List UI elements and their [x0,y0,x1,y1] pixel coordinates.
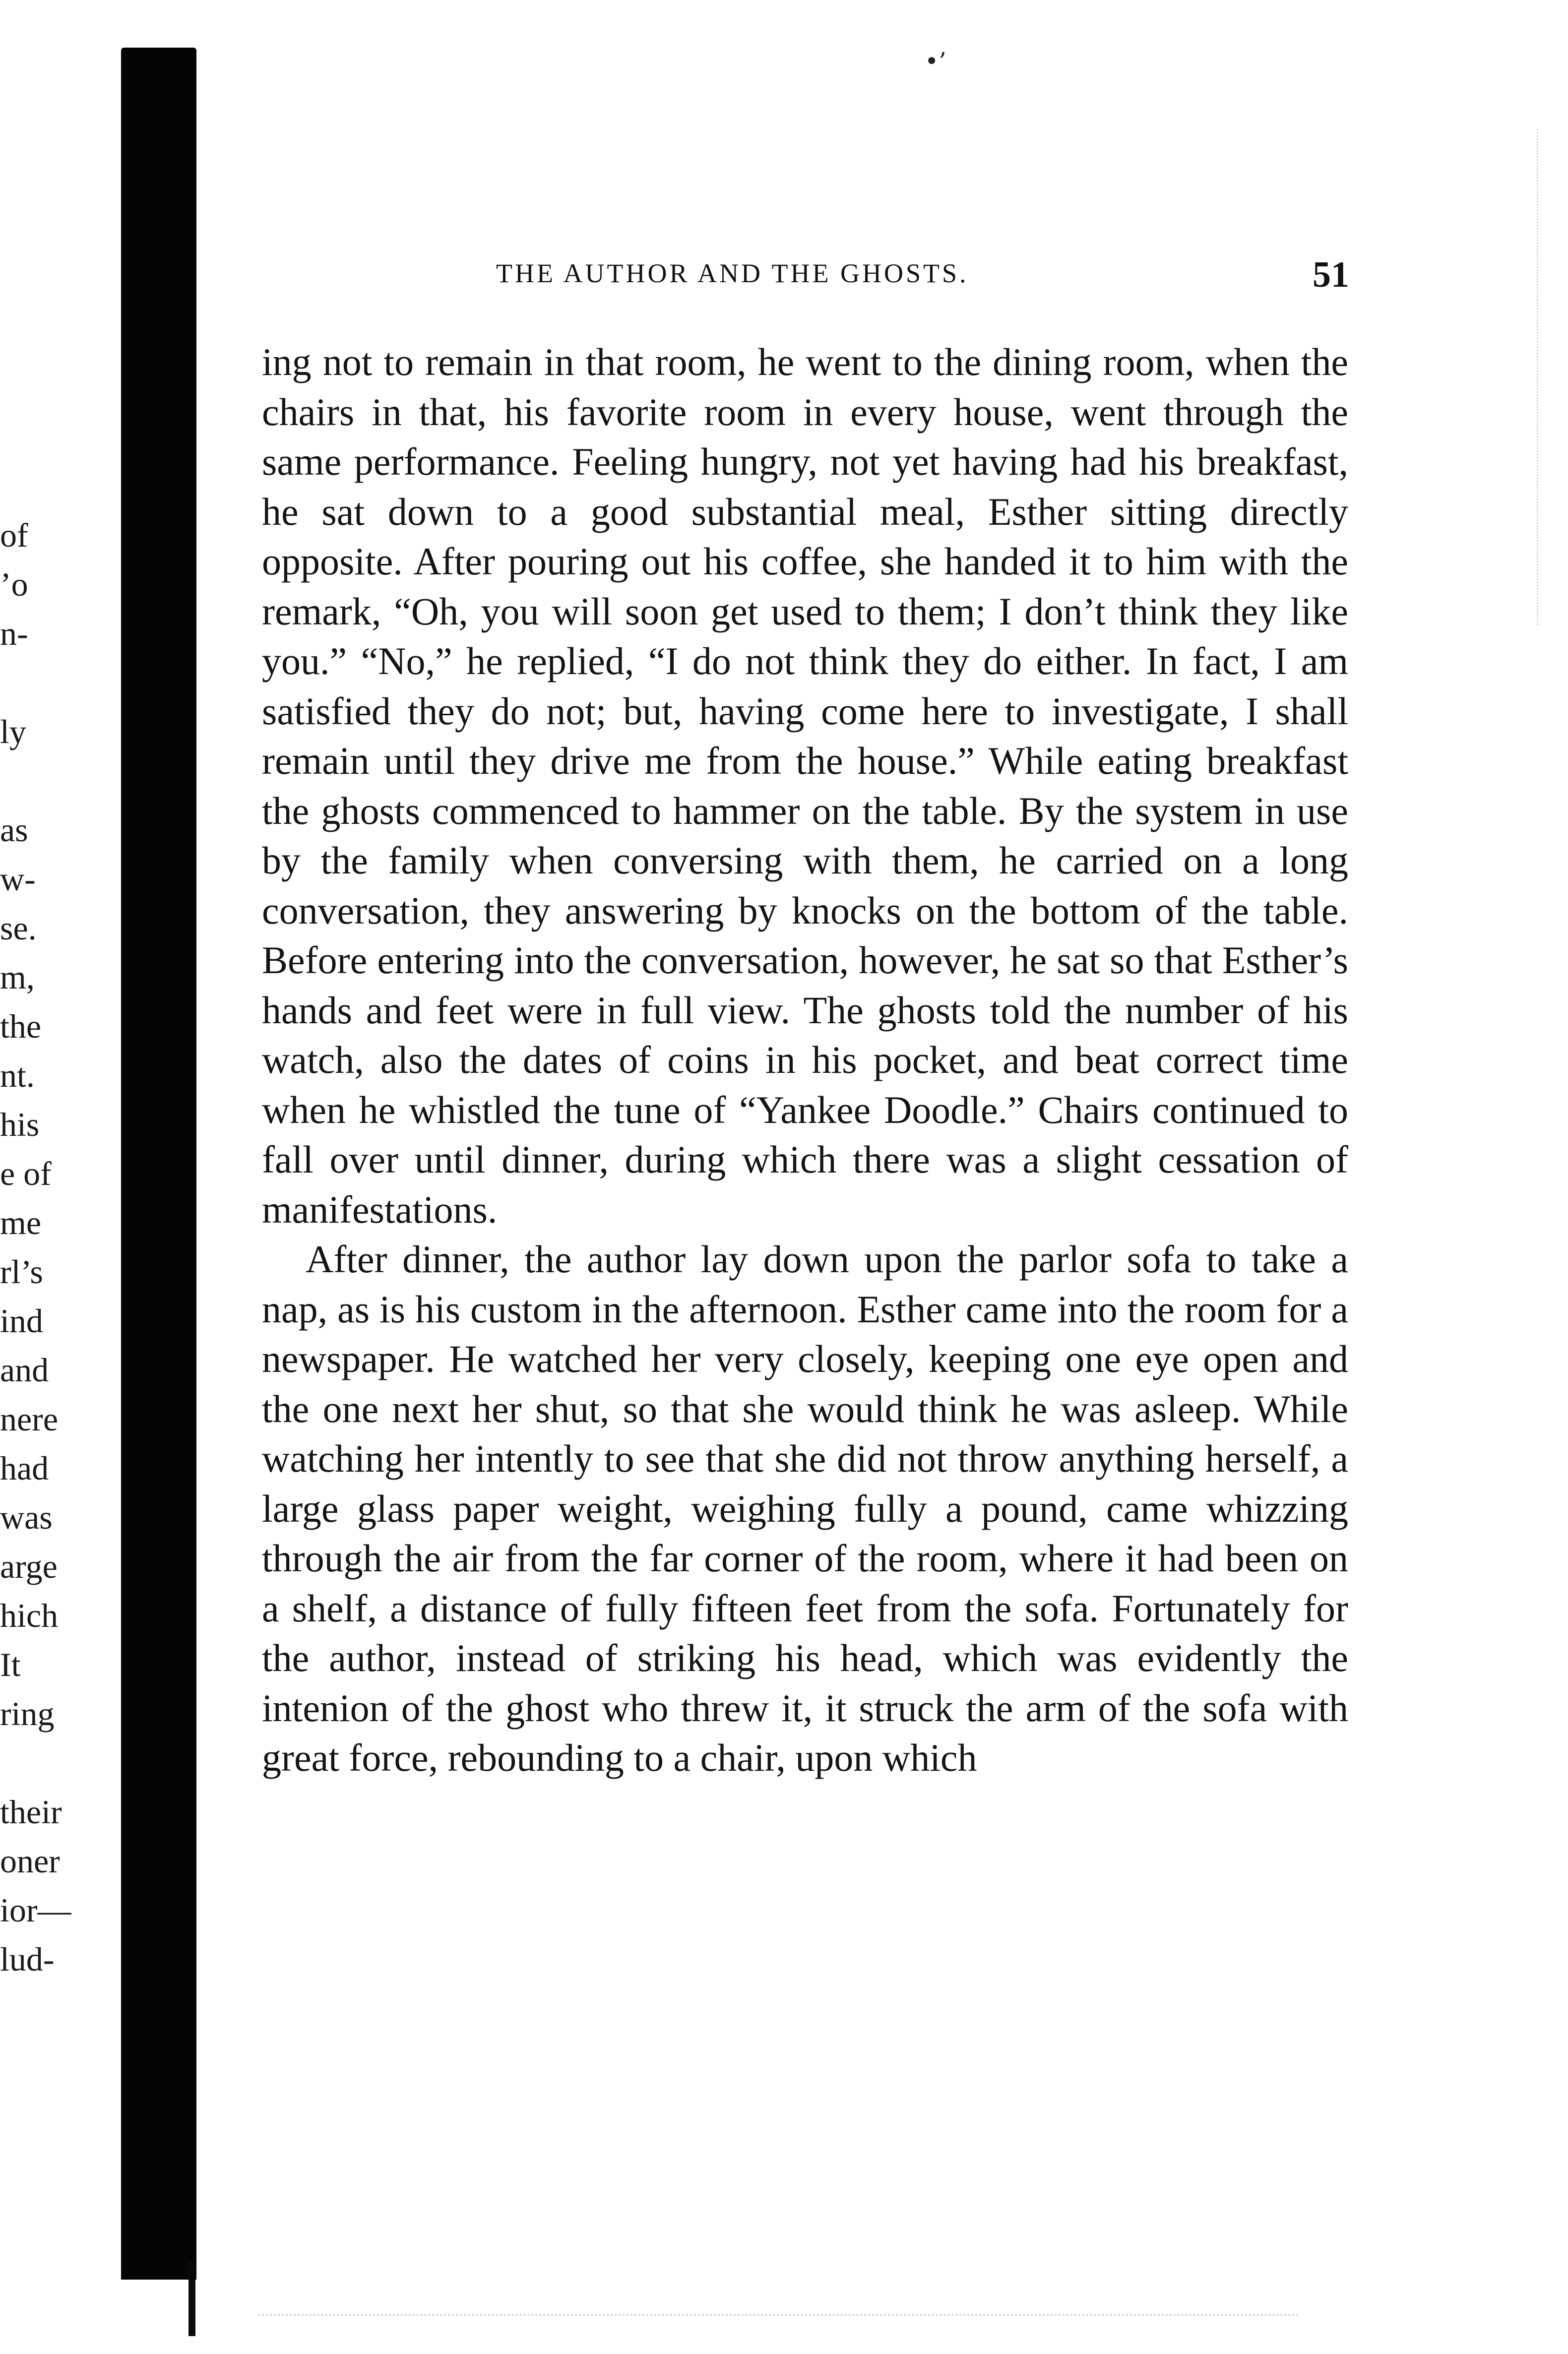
binding-shadow-tail [188,2262,195,2336]
facing-page-fragment: It [0,1646,21,1683]
facing-page-fragment: hich [0,1597,59,1634]
paragraph: After dinner, the author lay down upon the parlor sofa to take a nap, as is his custom in the afternoon. Esther came into the room for a newspaper. He watched her very closely, keeping one eye open and the one next her shut, so that she would think he was asleep. While watching her intently to see that she did not throw anything herself, a large glass paper weight, weighing fully a pound, came whizzing through the air from the far corner of the room, where it had been on a shelf, a distance of fully fifteen feet from the sofa. Fortunately for the author, instead of striking his head, which was evidently the intenion of the ghost who threw it, it struck the arm of the sofa with great force, rebounding to a chair, upon which [262,1238,1348,1779]
paragraph-continued: ing not to remain in that room, he went to the dining room, when the chairs in that, his favorite room in every house, went through the same performance. Feeling hungry, not yet having had his breakfast, he sat down to a good substantial meal, Esther sitting directly opposite. After pouring out his coffee, she handed it to him with the remark, “Oh, you will soon get used to them; I don’t think they like you.” “No,” he replied, “I do not think they do either. In fact, I am satisfied they do not; but, having come here to investigate, I shall remain until they drive me from the house.” While eating breakfast the ghosts commenced to hammer on the table. By the system in use by the family when conversing with them, he carried on a long conversation, they answering by knocks on the bottom of the table. Before entering into the conversation, however, he sat so that Esther’s hands and feet were in full view. The ghosts told the number of his watch, also the dates of coins in his pocket, and beat correct time when he whistled the tune of “Yankee Doodle.” Chairs continued to fall over until dinner, during which there was a slight cessation of manifestations. [262,340,1348,1231]
facing-page-fragments [0,511,99,1984]
facing-page-fragment: m, [0,958,35,996]
facing-page-fragment: ’o [0,565,28,603]
facing-page-fragment: and [0,1351,49,1389]
facing-page-fragment: as [0,811,28,849]
page-number: 51 [1313,254,1349,295]
facing-page-fragment: me [0,1204,42,1241]
facing-page-fragment: w- [0,860,36,898]
facing-page-fragment: the [0,1007,42,1045]
facing-page-fragment [0,756,99,805]
facing-page-fragment: n- [0,615,28,652]
running-head [496,254,1349,303]
facing-page-fragment: of [0,516,28,554]
edge-specks [1517,129,1538,625]
facing-page-fragment: ly [0,713,26,750]
facing-page-fragment [0,658,99,707]
facing-page-fragment: rl’s [0,1253,43,1291]
facing-page-fragment: lud- [0,1940,55,1978]
facing-page-fragment [0,1738,99,1788]
facing-page-fragment: oner [0,1842,60,1880]
facing-page-fragment: their [0,1793,62,1831]
bottom-specks [258,2309,1300,2316]
facing-page-fragment: e of [0,1155,52,1192]
facing-page-fragment: ind [0,1302,43,1340]
facing-page-fragment: nere [0,1400,59,1438]
facing-page-fragment: had [0,1449,49,1487]
binding-shadow [121,48,196,2280]
facing-page-fragment: ring [0,1695,55,1733]
facing-page-fragment: nt. [0,1056,35,1094]
top-mark: •’ [925,48,946,75]
body-text [262,337,1348,1783]
facing-page-fragment: was [0,1498,53,1536]
facing-page-fragment: his [0,1106,40,1143]
facing-page-fragment: arge [0,1548,58,1585]
facing-page-fragment: se. [0,909,37,947]
facing-page-fragment: ior— [0,1891,71,1929]
running-title: THE AUTHOR AND THE GHOSTS. [496,258,969,288]
